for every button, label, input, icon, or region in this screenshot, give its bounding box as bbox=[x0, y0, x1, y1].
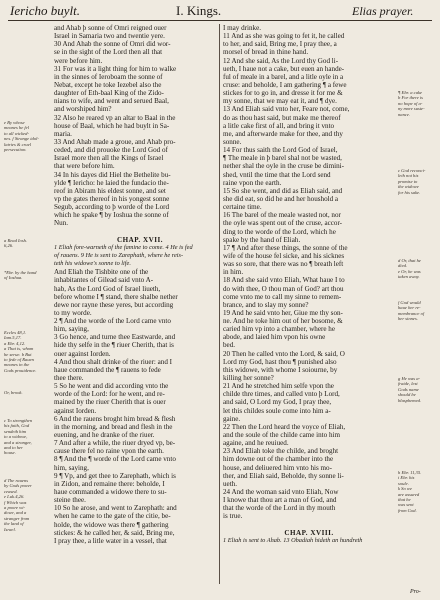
chapter-heading: CHAP. XVIII. bbox=[284, 528, 334, 537]
text-line: haue commanded the ¶ rauens to fede bbox=[54, 365, 161, 374]
chapter-summary: 1 Eliah is sent to Ahab. 13 Obadiah hideth an hundreth bbox=[223, 536, 363, 544]
text-line: brance, and to slay my sonne? bbox=[223, 300, 309, 309]
margin-note-line: c God reconci- bbox=[398, 168, 426, 173]
text-line: thee there. bbox=[54, 374, 84, 383]
margin-note-line: g He was a- bbox=[398, 376, 421, 381]
margin-note-line: Eccles 48,1. bbox=[4, 330, 27, 335]
margin-note-line: he serue. b But bbox=[4, 351, 32, 357]
chapter-summary: teth his widowe's sonne to life. bbox=[54, 260, 131, 268]
margin-note-left bbox=[4, 120, 50, 152]
margin-note-left bbox=[4, 270, 50, 281]
text-line: him downe out of the chamber into the bbox=[223, 455, 334, 464]
text-line: stickes: & he called her, & said, Bring me, bbox=[54, 528, 175, 537]
text-line: againe, and he reuiued. bbox=[223, 439, 289, 448]
chapter-summary: of rauens. 9 He is sent to Zarephath, where he reis- bbox=[54, 251, 184, 259]
text-line: certaine time. bbox=[223, 203, 262, 212]
margin-note-line: meanes he fel bbox=[4, 125, 30, 131]
margin-note-line: f God would bbox=[398, 300, 421, 305]
text-line: cruse: and beholde, I am gathering ¶ a fewe bbox=[223, 80, 347, 89]
margin-note-line: e By whose bbox=[4, 120, 25, 125]
margin-note-left bbox=[4, 238, 50, 249]
margin-note-line: no hope of a- bbox=[398, 100, 423, 106]
text-line: bed. bbox=[223, 341, 236, 350]
text-line: in Zidon, and remaine there: beholde, I bbox=[54, 479, 165, 488]
text-line: Lord my God, hast thou ¶ punished also bbox=[223, 357, 337, 366]
margin-note-line: to fede of Rauen bbox=[4, 357, 34, 363]
header-rule bbox=[8, 20, 432, 21]
margin-note-line: latries & cruel bbox=[4, 141, 32, 147]
margin-note-line: Or, brook. bbox=[4, 390, 23, 395]
margin-note-right bbox=[398, 470, 438, 513]
margin-note-left bbox=[4, 390, 50, 395]
running-head-left: Iericho buylt. bbox=[10, 3, 81, 18]
margin-note-line: Gods name bbox=[398, 386, 419, 392]
text-line: before whome I ¶ stand, there shalbe nether bbox=[54, 292, 178, 301]
text-line: nether shal the oyle in the cruse be dimini- bbox=[223, 162, 344, 171]
margin-note-line: blasphemed. bbox=[398, 397, 422, 403]
margin-note-line: sendeth him bbox=[4, 428, 27, 434]
chapter-heading: CHAP. XVII. bbox=[116, 235, 164, 244]
text-line: and the soule of the childe came into him bbox=[223, 431, 341, 440]
text-line: was so sore, that there was no ¶ breath left bbox=[223, 260, 344, 269]
margin-note-line: meanes in the bbox=[4, 362, 30, 368]
text-line: abode, and laied him vpon his owne bbox=[223, 333, 326, 342]
text-line: And Eliah the Tishbite one of the bbox=[54, 268, 149, 277]
text-line: ueth. bbox=[223, 479, 237, 488]
margin-note-line: that he bbox=[398, 497, 411, 503]
margin-note-line: promise to bbox=[398, 178, 418, 184]
text-line: him, saying, bbox=[54, 463, 89, 472]
text-line: sonne. bbox=[223, 137, 242, 146]
margin-note-line: the land of bbox=[4, 521, 24, 527]
text-column-left bbox=[54, 24, 226, 545]
margin-note-line: fraide, lest bbox=[398, 381, 418, 387]
text-line: I may drinke. bbox=[223, 24, 262, 32]
text-line: my sonne, that we may eat it, and ¶ dye. bbox=[223, 97, 337, 106]
text-line: shed, vntil the time that the Lord send bbox=[223, 170, 331, 179]
text-line: ceded, and did prouoke the Lord God of bbox=[54, 146, 168, 155]
text-line: killing her sonne? bbox=[223, 374, 274, 383]
text-line: 6 And the rauens broght him bread & flesh bbox=[54, 414, 176, 423]
text-line: 16 The barel of the meale wasted not, nor bbox=[223, 211, 341, 220]
text-line: in him. bbox=[223, 268, 244, 277]
text-line: me, and afterwarde make for thee, and thy bbox=[223, 129, 343, 138]
text-line: cause there fel no raine vpon the earth. bbox=[54, 447, 164, 456]
text-line: daughter of Eth-baal King of the Zido- bbox=[54, 89, 164, 98]
text-line: a litle cake first of all, and bring it vnto bbox=[223, 121, 335, 130]
text-line: 2 ¶ And the worde of the Lord came vnto bbox=[54, 317, 171, 326]
text-line: hide thy selfe in the ¶ riuer Cherith, that is bbox=[54, 341, 174, 350]
margin-note-line: of Ioshua. bbox=[4, 275, 23, 281]
text-line: house, and deliuered him vnto his mo- bbox=[223, 463, 332, 472]
margin-note-left bbox=[4, 478, 50, 532]
text-line: 10 So he arose, and went to Zarephath: and bbox=[54, 504, 177, 513]
text-line: I knowe that thou art a man of God, and bbox=[223, 496, 337, 505]
text-line: 15 So she went, and did as Eliah said, and bbox=[223, 186, 343, 195]
margin-note-line: nance. bbox=[398, 111, 411, 117]
text-line: 3 Go hence, and turne thee Eastwarde, and bbox=[54, 333, 176, 342]
margin-note-line: stranger from bbox=[4, 515, 30, 521]
text-line: that the worde of the Lord in thy mouth bbox=[223, 504, 336, 513]
text-line: do with thee, O thou man of God? art thou bbox=[223, 284, 344, 293]
margin-note-line: persecution. bbox=[4, 147, 27, 153]
margin-note-line: house. bbox=[4, 450, 16, 456]
text-line: 23 And Eliah toke the childe, and broght bbox=[223, 447, 339, 456]
text-line: this widowe, with whome I soiourne, by bbox=[223, 365, 338, 374]
text-line: to her, and said, Bring me, I pray thee, a bbox=[223, 40, 337, 49]
text-line: 5 So he went and did according vnto the bbox=[54, 382, 169, 391]
margin-note-line: *Ebr. by the hand bbox=[4, 270, 37, 275]
text-line: worde of the Lord: for he went, and re- bbox=[54, 390, 165, 399]
text-line: ylde ¶ Iericho: he laied the fundacio the- bbox=[54, 178, 169, 187]
text-line: Nebat, except he toke Iezebel also the bbox=[54, 80, 162, 89]
margin-note-line: nes. f Strange idol- bbox=[4, 136, 39, 142]
text-line: ther, and Eliah said, Beholde, thy sonne li- bbox=[223, 471, 344, 480]
text-line: caried him vp into a chamber, where he bbox=[223, 325, 335, 334]
margin-note-line: ¶ Ebr. a cake bbox=[398, 90, 423, 95]
text-line: childe thre times, and called vnto þ Lord, bbox=[223, 390, 340, 399]
text-line: and worshiped him? bbox=[54, 105, 112, 114]
text-line: is true. bbox=[223, 512, 243, 521]
text-line: 32 Also he reared vp an altar to Baal in the bbox=[54, 113, 176, 122]
text-line: ¶ The meale in þ barel shal not be wasted, bbox=[223, 154, 342, 163]
text-line: ne. And he toke him out of her bosome, & bbox=[223, 317, 343, 326]
text-line: Nun. bbox=[54, 219, 68, 228]
text-line: 33 And Ahab made a groue, and Ahab pro- bbox=[54, 137, 176, 146]
margin-note-line: 6,26. bbox=[4, 243, 14, 249]
text-line: ueth, I haue not a cake, but euen an hande- bbox=[223, 64, 345, 73]
text-line: inhabitantes of Gilead said vnto A- bbox=[54, 276, 154, 285]
text-line: se in the sight of the Lord then all that bbox=[54, 48, 163, 57]
margin-note-line: haue her re- bbox=[398, 305, 421, 311]
margin-note-line: i Ebr. his bbox=[398, 475, 415, 481]
text-line: raine vpon the earth. bbox=[223, 178, 282, 187]
margin-note-line: e Or, he was bbox=[398, 268, 421, 274]
margin-note-line: h Ebr. 11,35. bbox=[398, 470, 422, 475]
text-line: 11 And as she was going to fet it, he called bbox=[223, 32, 345, 41]
text-line: 17 ¶ And after these things, the sonne of the bbox=[223, 243, 348, 252]
text-line: stickes for to go in, and dresse it for me & bbox=[223, 89, 343, 98]
text-line: let this childes soule come into him a- bbox=[223, 406, 331, 415]
text-line: him, saying, bbox=[54, 325, 89, 334]
text-line: I pray thee, a litle water in a vessel, that bbox=[54, 536, 167, 545]
catchword: Pro- bbox=[410, 589, 421, 595]
margin-note-line: by Gods power bbox=[4, 483, 32, 489]
margin-note-line: a poore wi- bbox=[4, 505, 26, 511]
margin-note-line: and a stranger, bbox=[4, 439, 32, 445]
text-line: and said, O Lord my God, I pray thee, bbox=[223, 398, 332, 407]
margin-note-line: to a widowe, bbox=[4, 434, 28, 440]
text-line: wife of the house fel sicke, and his sicknes bbox=[223, 251, 345, 260]
margin-note-line: dowe, and a bbox=[4, 510, 27, 516]
margin-note-line: for his sake. bbox=[398, 189, 421, 195]
text-line: euening, and he dranke of the riuer. bbox=[54, 431, 155, 440]
text-column-right bbox=[223, 24, 395, 545]
text-line: 7 And after a while, the riuer dryed vp, be- bbox=[54, 439, 176, 448]
text-line: haue commanded a widowe there to su- bbox=[54, 488, 167, 497]
text-line: which he spake ¶ by Ioshua the sonne of bbox=[54, 211, 169, 220]
text-line: gaine. bbox=[223, 414, 241, 423]
text-line: steine thee. bbox=[54, 496, 86, 505]
margin-note-line: his faith, God bbox=[4, 423, 30, 429]
margin-note-line: from God. bbox=[398, 507, 417, 513]
margin-note-right bbox=[398, 300, 438, 322]
margin-note-left bbox=[4, 418, 50, 456]
margin-note-line: a That is, whom bbox=[4, 346, 34, 352]
text-line: 8 ¶ And the ¶ worde of the Lord came vnto bbox=[54, 455, 176, 464]
text-line: nians to wife, and went and serued Baal, bbox=[54, 97, 169, 106]
margin-note-line: ny more suste- bbox=[398, 106, 425, 112]
text-line: that were before him. bbox=[54, 162, 115, 171]
text-line bbox=[223, 521, 395, 529]
margin-note-left bbox=[4, 330, 50, 373]
margin-note-line: k So we bbox=[398, 486, 413, 492]
column-divider bbox=[219, 24, 220, 584]
text-line: 31 For was it a light thing for him to walke bbox=[54, 64, 177, 73]
text-line: 19 And he said vnto her, Giue me thy son- bbox=[223, 308, 343, 317]
margin-note-right bbox=[398, 258, 438, 280]
text-line: vp the gates thereof in his yongest sonne bbox=[54, 194, 170, 203]
margin-note-line: c To strengthen bbox=[4, 418, 32, 423]
margin-note-line: are assured bbox=[398, 491, 420, 497]
text-line: 9 ¶ Vp, and get thee to Zarephath, which is bbox=[54, 471, 176, 480]
margin-note-right bbox=[398, 376, 438, 403]
margin-note-line: taken away. bbox=[398, 274, 420, 280]
margin-note-line: soule. bbox=[398, 480, 409, 486]
running-head-right: Elias prayer. bbox=[352, 4, 414, 18]
text-line: spake by the hand of Eliah. bbox=[223, 235, 301, 244]
text-line: and Ahab þ sonne of Omri reigned ouer bbox=[54, 24, 167, 32]
margin-note-line: the widowe bbox=[398, 184, 419, 190]
running-head-center: I. Kings. bbox=[176, 3, 222, 18]
margin-note-line: Gods prouidence. bbox=[4, 367, 37, 373]
text-line: the oyle was spent out of the cruse, accor- bbox=[223, 219, 343, 228]
margin-note-line: a Ebr. 4,12. bbox=[4, 340, 26, 346]
text-line: mained by the riuer Cherith that is ouer bbox=[54, 398, 166, 407]
margin-note-line: to all wicked- bbox=[4, 130, 30, 136]
margin-note-line: b For there is bbox=[398, 95, 423, 101]
text-line: Segub, according to þ worde of the Lord bbox=[54, 203, 170, 212]
text-line: 21 And he stretched him selfe vpon the bbox=[223, 382, 334, 391]
text-line: in the morning, and bread and flesh in the bbox=[54, 422, 173, 431]
text-line: 24 And the woman said vnto Eliah, Now bbox=[223, 488, 339, 497]
margin-note-line: e Luk.4,26. bbox=[4, 494, 25, 500]
text-line: ding to the worde of the Lord, which he bbox=[223, 227, 336, 236]
text-line: when he came to the gate of the citie, be- bbox=[54, 512, 171, 521]
margin-note-line: Iam.5,17. bbox=[4, 335, 22, 341]
text-line: she did eat, so did he and her houshold a bbox=[223, 194, 339, 203]
text-line: dewe nor rayne these yeres, but according bbox=[54, 300, 174, 309]
text-line: in the sinnes of Ieroboam the sonne of bbox=[54, 72, 163, 81]
margin-note-line: d The rauens bbox=[4, 478, 28, 483]
text-line: 18 And she said vnto Eliah, What haue I to bbox=[223, 276, 345, 285]
margin-note-line: and to her bbox=[4, 445, 23, 451]
text-line: maria. bbox=[54, 129, 72, 138]
margin-note-line: a Read Iosh. bbox=[4, 238, 28, 243]
text-line: against Iorden. bbox=[54, 406, 97, 415]
text-line: 22 Then the Lord heard the voyce of Eliah, bbox=[223, 422, 346, 431]
text-line: reof in Abiram his eldest sonne, and set bbox=[54, 186, 166, 195]
margin-note-line: should be bbox=[398, 392, 416, 398]
margin-note-line: d Or, that he bbox=[398, 258, 421, 263]
text-line: 12 And she said, As the Lord thy God li- bbox=[223, 56, 339, 65]
text-line: 34 In his dayes did Hiel the Bethelite bu- bbox=[54, 170, 171, 179]
margin-note-line: her sinnes. bbox=[398, 316, 418, 322]
margin-note-line: was sent bbox=[398, 502, 414, 508]
text-line: 14 For thus saith the Lord God of Israel, bbox=[223, 146, 338, 155]
text-line: house of Baal, which he had buylt in Sa- bbox=[54, 121, 170, 130]
margin-note-line: Israel. bbox=[4, 526, 16, 532]
margin-note-line: membrance of bbox=[398, 310, 425, 316]
text-line: come vnto me to call my sinne to remem- bbox=[223, 292, 342, 301]
margin-note-right bbox=[398, 168, 438, 195]
text-line: holde, the widowe was there ¶ gathering bbox=[54, 520, 169, 529]
margin-note-line: died. bbox=[398, 263, 408, 269]
text-line: 13 And Eliah said vnto her, Feare not, come, bbox=[223, 105, 350, 114]
text-line: ful of meale in a barel, and a litle oyle in a bbox=[223, 72, 344, 81]
text-line: morsel of bread in thine hand. bbox=[223, 48, 309, 57]
text-line: Israel in Samaria two and twentie yere. bbox=[54, 32, 165, 41]
text-line: 30 And Ahab the sonne of Omri did wor- bbox=[54, 40, 171, 49]
chapter-summary: 1 Eliah fore-warneth of the famine to come. 4 He is fed bbox=[54, 243, 193, 251]
margin-note-line: f Which was bbox=[4, 499, 27, 505]
margin-note-line: leth not his bbox=[398, 173, 419, 179]
text-line: were before him. bbox=[54, 56, 103, 65]
text-line bbox=[54, 228, 226, 236]
text-line: 20 Then he called vnto the Lord, & said, O bbox=[223, 349, 345, 358]
text-line: ouer against Iorden. bbox=[54, 349, 111, 358]
text-line: hab, As the Lord God of Israel liueth, bbox=[54, 284, 161, 293]
margin-note-line: ceased. bbox=[4, 488, 18, 494]
margin-note-right bbox=[398, 90, 438, 117]
text-line: 4 And thou shalt drinke of the riuer: and I bbox=[54, 357, 173, 366]
text-line: Israel more then all the Kings of Israel bbox=[54, 154, 164, 163]
text-line: to my worde. bbox=[54, 308, 92, 317]
text-line: do as thou hast said, but make me thereof bbox=[223, 113, 341, 122]
